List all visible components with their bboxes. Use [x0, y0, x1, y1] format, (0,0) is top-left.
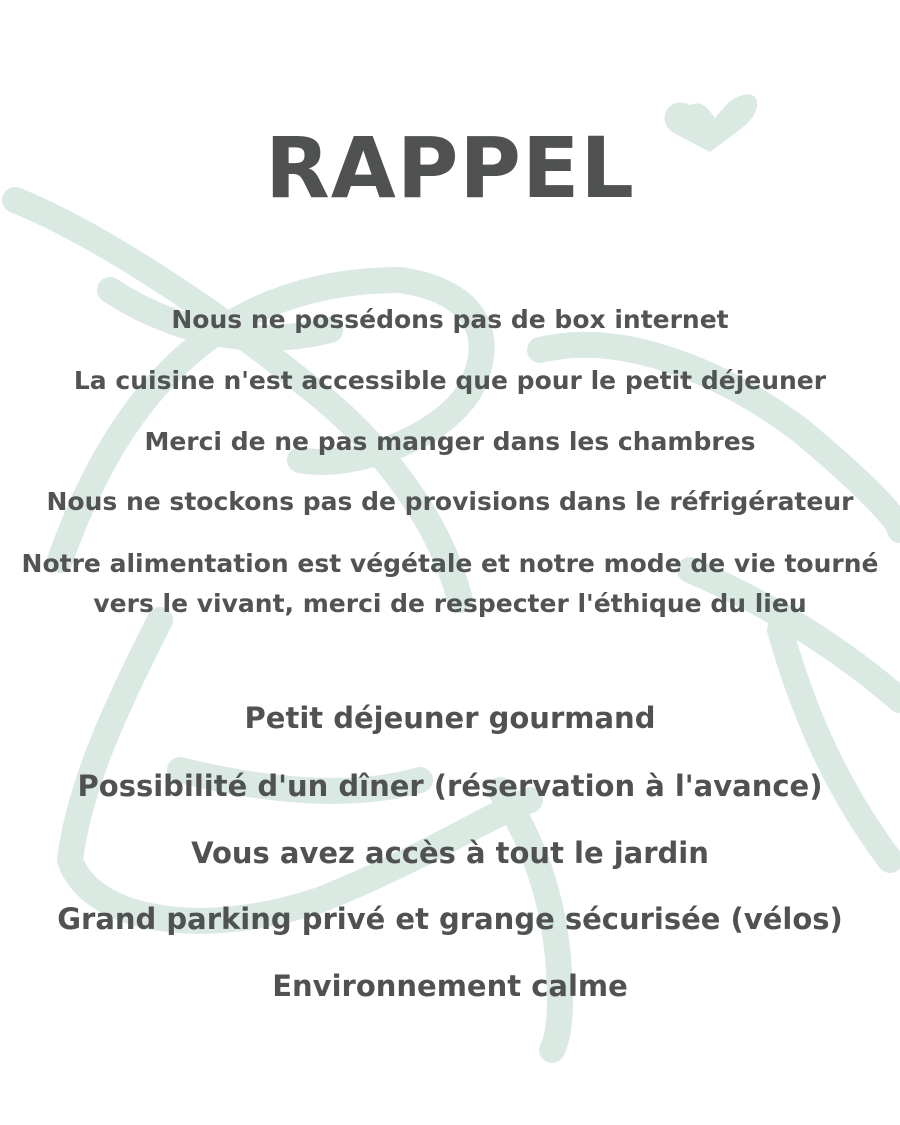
page-title: RAPPEL — [265, 119, 635, 217]
feature-dinner-reservation: Possibilité d'un dîner (réservation à l'avance) — [77, 769, 823, 803]
rule-no-internet: Nous ne possédons pas de box internet — [171, 305, 729, 334]
rule-no-fridge-storage: Nous ne stockons pas de provisions dans le réfrigérateur — [46, 487, 854, 516]
feature-breakfast: Petit déjeuner gourmand — [244, 701, 656, 735]
rule-kitchen-breakfast-only: La cuisine n'est accessible que pour le petit déjeuner — [73, 366, 827, 395]
feature-parking-barn: Grand parking privé et grange sécurisée (vélos) — [57, 902, 843, 936]
rule-no-eating-in-rooms: Merci de ne pas manger dans les chambres — [144, 427, 756, 456]
feature-garden-access: Vous avez accès à tout le jardin — [191, 836, 709, 870]
feature-calm-environment: Environnement calme — [272, 969, 628, 1003]
rule-plant-based-ethics: Notre alimentation est végétale et notre mode de vie tourné vers le vivant, merci de respecter l'éthique du lieu — [21, 549, 879, 618]
